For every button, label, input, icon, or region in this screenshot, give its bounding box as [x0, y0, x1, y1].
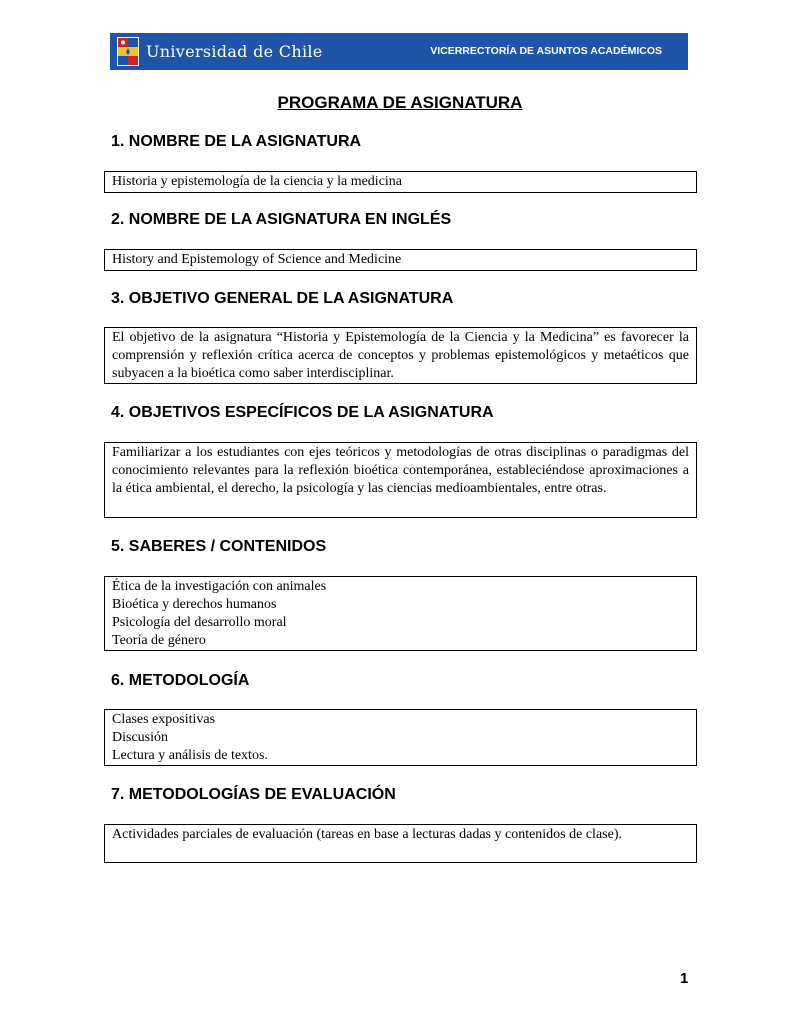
methodology-item: Clases expositivas [112, 712, 216, 727]
course-name-box [104, 171, 697, 193]
content-item: Psicología del desarrollo moral [112, 615, 287, 630]
section-4-heading: 4. OBJETIVOS ESPECÍFICOS DE LA ASIGNATURA [111, 404, 494, 421]
section-6-heading: 6. METODOLOGÍA [111, 672, 250, 689]
content-item: Teoría de género [112, 633, 206, 648]
general-objective-text: El objetivo de la asignatura “Historia y Epistemología de la Ciencia y la Medicina” es favorecer la comprensión y reflexión crítica acerca de conceptos y problemas epistemológicos y metaéticos que subyacen a la bioética como saber interdisciplinar. [112, 330, 689, 381]
content-item: Ética de la investigación con animales [112, 579, 327, 594]
methodology-box [104, 709, 697, 766]
course-name: Historia y epistemología de la ciencia y la medicina [112, 174, 403, 189]
section-5-heading: 5. SABERES / CONTENIDOS [111, 538, 327, 555]
section-7-heading: 7. METODOLOGÍAS DE EVALUACIÓN [111, 786, 396, 803]
general-objective-box [104, 327, 697, 384]
section-1-heading: 1. NOMBRE DE LA ASIGNATURA [111, 133, 362, 150]
university-shield-logo [117, 37, 139, 66]
document-title: PROGRAMA DE ASIGNATURA [277, 93, 523, 112]
university-name: Universidad de Chile [146, 42, 323, 61]
content-item: Bioética y derechos humanos [112, 597, 277, 612]
evaluation-box [104, 824, 697, 863]
page-number: 1 [680, 970, 689, 987]
specific-objectives-text: Familiarizar a los estudiantes con ejes teóricos y metodologías de otras disciplinas o paradigmas del conocimiento relevantes para la reflexión bioética contemporánea, estableciéndose aproximaciones a la ética ambiental, el derecho, la psicología y las ciencias medioambientales, entre otras. [112, 445, 689, 496]
methodology-item: Discusión [112, 730, 168, 745]
methodology-item: Lectura y análisis de textos. [112, 748, 268, 763]
course-name-english: History and Epistemology of Science and Medicine [112, 252, 402, 267]
vicerrectoria-name: VICERRECTORÍA DE ASUNTOS ACADÉMICOS [430, 45, 662, 57]
section-2-heading: 2. NOMBRE DE LA ASIGNATURA EN INGLÉS [111, 211, 452, 228]
specific-objectives-box [104, 442, 697, 518]
section-3-heading: 3. OBJETIVO GENERAL DE LA ASIGNATURA [111, 290, 454, 307]
university-banner [110, 33, 688, 70]
evaluation-text: Actividades parciales de evaluación (tareas en base a lecturas dadas y contenidos de clase). [112, 827, 622, 842]
course-name-english-box [104, 249, 697, 271]
contents-box [104, 576, 697, 651]
